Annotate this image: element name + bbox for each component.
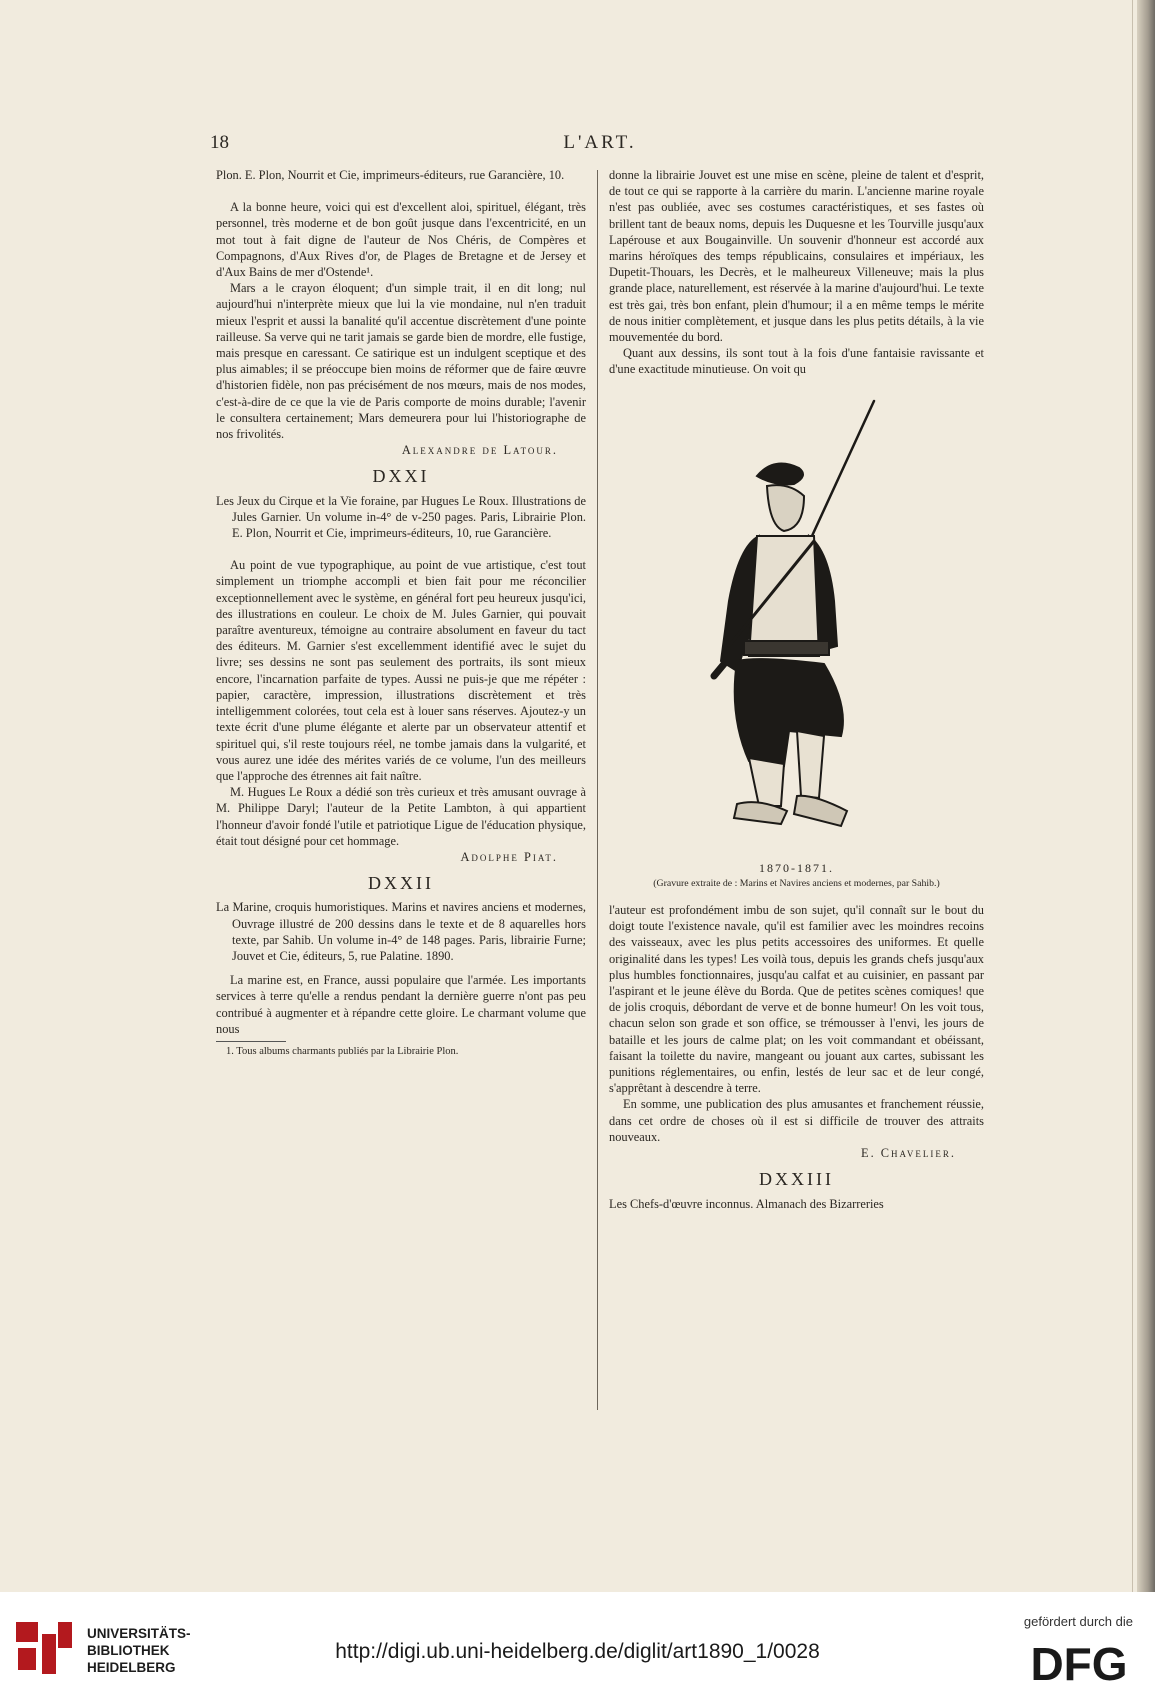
text-paragraph: donne la librairie Jouvet est une mise en scène, pleine de talent et d'esprit, de tout ce qui se rapporte à la carrière du marin. L'ancienne marine royale n'est pas oubliée, avec ses costumes caractéristiques, et ses fastes où brillent tant de beaux noms, depuis les Duquesne et les Tourville jusqu'aux Lapérouse et aux Bougainville. Un souvenir d'honneur est accordé aux marins héroïques des temps républicains, consulaires et impériaux, les Dupetit-Thouars, les Decrès, et le malheureux Villeneuve; mais la plus grande place, naturellement, est réservée à la marine d'aujourd'hui. Le texte est très gai, très bon enfant, plein d'humour; il a en même temps le mérite de nous initier complètement, et jusque dans les plus petits détails, à la vie mouvementée du bord.: [609, 168, 984, 345]
footnote: 1. Tous albums charmants publiés par la Librairie Plon.: [226, 1045, 459, 1057]
book-reference: Les Chefs-d'œuvre inconnus. Almanach des Bizarreries: [609, 1196, 884, 1211]
right-column: [609, 167, 984, 1212]
running-title: L'ART.: [563, 132, 637, 153]
signature: Alexandre de Latour.: [401, 443, 558, 458]
library-name-line: UNIVERSITÄTS-: [87, 1626, 191, 1641]
page-header: [210, 132, 990, 156]
section-heading: DXXIII: [759, 1169, 834, 1190]
text-paragraph: M. Hugues Le Roux a dédié son très curieux et très amusant ouvrage à M. Philippe Daryl; l'auteur de la Petite Lambton, à qui appartient l'honneur d'avoir fondé l'utile et patriotique Ligue de l'éducation physique, était tout désigné pour cet hommage.: [216, 785, 586, 848]
text-paragraph: l'auteur est profondément imbu de son sujet, qu'il connaît sur le bout du doigt toute l'existence navale, qu'il est familier avec les moindres recoins des vaisseaux, avec les plus petits accessoires des uniformes. Et quelle originalité dans les types! Les voilà tous, depuis les grands chefs jusqu'aux plus humbles fonctionnaires, jusqu'au calfat et au cuisinier, en passant par l'aspirant et le jeune élève du Borda. Que de petites scènes comiques! que de jolis croquis, débordant de verve et de bonne humeur! On les voit tous, chacun selon son grade et son office, se trémousser à l'envi, les jours de bataille et les jours de calme plat; on les voit commandant et obéissant, faisant la toilette du navire, mangeant ou jouant aux cartes, subissant les punitions réglementaires, ou enfin, lestés de leur sac et de leur congé, s'apprêtant à descendre à terre.: [609, 903, 984, 1096]
funded-by-label: gefördert durch die: [1023, 1614, 1133, 1629]
footnote-rule: [216, 1041, 286, 1042]
section-heading: DXXI: [372, 466, 430, 487]
section-heading: DXXII: [368, 873, 434, 894]
signature: E. Chavelier.: [861, 1146, 956, 1161]
figure-caption: 1870-1871.: [759, 860, 834, 875]
text-paragraph: En somme, une publication des plus amusantes et franchement réussie, dans cet ordre de choses où il est si difficile de trouver des attraits nouveaux.: [609, 1097, 984, 1144]
library-name-line: HEIDELBERG: [87, 1660, 176, 1675]
text-paragraph: Plon. E. Plon, Nourrit et Cie, imprimeurs-éditeurs, rue Garancière, 10.: [216, 168, 565, 182]
viewer-footer: [0, 1592, 1155, 1701]
library-name-line: BIBLIOTHEK: [87, 1643, 170, 1658]
soldier-engraving-image: [609, 386, 984, 856]
figure-credit: (Gravure extraite de : Marins et Navires anciens et modernes, par Sahib.): [653, 877, 940, 889]
column-divider: [597, 170, 598, 1410]
dfg-logo-text: DFG: [1030, 1638, 1128, 1686]
dfg-logo-icon[interactable]: [1019, 1638, 1139, 1686]
permalink-url[interactable]: http://digi.ub.uni-heidelberg.de/diglit/art1890_1/0028: [335, 1640, 820, 1663]
text-paragraph: A la bonne heure, voici qui est d'excellent aloi, spirituel, élégant, très personnel, très moderne et de bon goût jusque dans l'excentricité, en un mot tout à fait digne de l'auteur de Nos Chéris, de Compères et Compagnons, d'Aux Rives d'or, de Plages de Bretagne et de Jersey et d'Aux Bains de mer d'Ostende¹.: [216, 200, 586, 280]
text-paragraph: Quant aux dessins, ils sont tout à la fois d'une fantaisie ravissante et d'une exactitude minutieuse. On voit qu: [609, 346, 984, 377]
page-number: 18: [210, 132, 229, 153]
book-reference: Les Jeux du Cirque et la Vie foraine, par Hugues Le Roux. Illustrations de Jules Garnier. Un volume in-4° de v-250 pages. Paris, Librairie Plon. E. Plon, Nourrit et Cie, imprimeurs-éditeurs, 10, rue Garancière.: [216, 493, 586, 541]
text-paragraph: Au point de vue typographique, au point de vue artistique, c'est tout simplement un triomphe accompli et bien fait pour me réconcilier exceptionnellement avec le système, en général fort peu heureux jusqu'ici, des illustrations en couleur. Le choix de M. Jules Garnier, qui pouvait paraître aventureux, témoigne au contraire absolument en faveur du tact des éditeurs. M. Garnier s'est excellemment identifié avec le sujet du livre; ses dessins ne sont pas seulement des portraits, ils sont mieux encore, l'incarnation parfaite de types. Aussi ne puis-je que me répéter : papier, caractère, impression, illustrations discrètement et très intelligemment colorées, tout cela est à louer sans réserves. Ajoutez-y un texte écrit d'une plume élégante et alerte par un observateur attentif et spirituel qui, s'il reste toujours réel, ne tombe jamais dans la vulgarité, et vous aurez une idée des mérites variés de ce volume, l'un des meilleurs que l'approche des étrennes ait fait naître.: [216, 558, 586, 783]
signature: Adolphe Piat.: [460, 849, 558, 864]
book-binding-shadow: [1137, 0, 1155, 1592]
book-reference: La Marine, croquis humoristiques. Marins et navires anciens et modernes, Ouvrage illustré de 200 dessins dans le texte et de 8 aquarelles hors texte, par Sahib. Un volume in-4° de 148 pages. Paris, librairie Furne; Jouvet et Cie, éditeurs, 5, rue Palatine. 1890.: [216, 900, 586, 963]
page-edge-line: [1132, 0, 1133, 1592]
text-paragraph: Mars a le crayon éloquent; d'un simple trait, il en dit long; nul aujourd'hui n'interprète mieux que lui la vie mondaine, nul n'en traduit mieux l'esprit et aussi la banalité qu'il accentue discrètement d'une pointe railleuse. Sa verve qui ne tarit jamais se garde bien de mordre, elle fustige, mais presque en caressant. Ce satirique est un indulgent sceptique et des plus aimables; il se préoccupe bien moins de réformer que de faire œuvre d'historien fidèle, non pas précisément de nos mœurs, mais de nos modes, c'est-à-dire de ce que la vie de Paris comporte de moins durable; l'avenir le consultera certainement; Mars demeurera pour lui l'historiographe de nos frivolités.: [216, 281, 586, 442]
text-paragraph: La marine est, en France, aussi populaire que l'armée. Les importants services à terre qu'elle a rendus pendant la dernière guerre n'ont pas peu contribué à augmenter et à répandre cette gloire. Le charmant volume que nous: [216, 973, 586, 1036]
left-column: [216, 167, 586, 1059]
soldier-illustration: [609, 386, 984, 856]
